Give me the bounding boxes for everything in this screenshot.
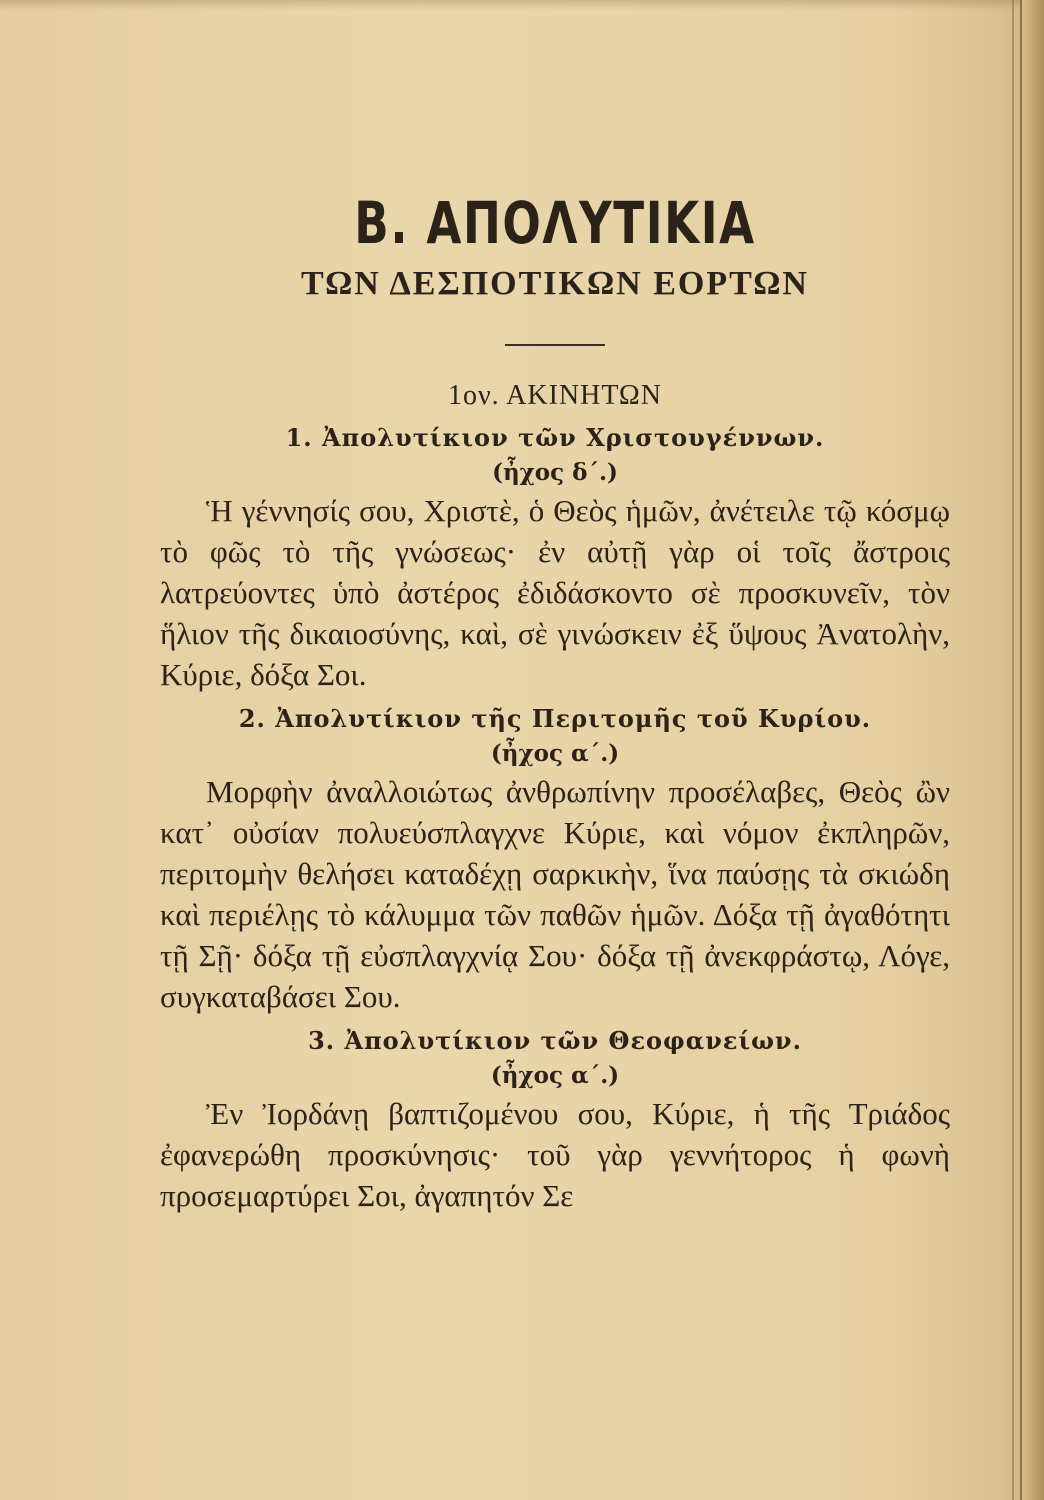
hymn-text: Ἡ γέννησίς σου, Χριστὲ, ὁ Θεὸς ἡμῶν, ἀνέτειλε τῷ κόσμῳ τὸ φῶς τὸ τῆς γνώσεως· ἐν αὐτῇ γὰρ οἱ τοῖς ἄστροις λατρεύοντες ὑπὸ ἀστέρος ἐδιδάσκοντο σὲ προσκυνεῖν, τὸν ἥλιον τῆς δικαιοσύνης, καὶ, σὲ γινώσκειν ἐξ ὕψους Ἀνατολὴν, Κύριε, δόξα Σοι. xyxy=(160,493,950,692)
page-subtitle: ΤΩΝ ΔΕΣΠΟΤΙΚΩΝ ΕΟΡΤΩΝ xyxy=(301,265,809,302)
hymn-theophany xyxy=(160,1023,950,1216)
hymn-tone: (ἦχος α΄.) xyxy=(490,1062,620,1089)
hymn-tone: (ἦχος δ΄.) xyxy=(492,459,618,486)
page-top-shadow xyxy=(0,0,1044,10)
section-heading: 1ον. ΑΚΙΝΗΤΩΝ xyxy=(448,380,662,411)
book-binding-edge xyxy=(1020,0,1044,1500)
hymn-title: 3. Ἀπολυτίκιον τῶν Θεοφανείων. xyxy=(308,1026,802,1055)
hymn-text: Μορφὴν ἀναλλοιώτως ἀνθρωπίνην προσέλαβες, Θεὸς ὢν κατ᾿ οὐσίαν πολυεύσπλαγχνε Κύριε, καὶ νόμον ἐκπληρῶν, περιτομὴν θελήσει καταδέχῃ σαρκικὴν, ἵνα παύσῃς τὰ σκιώδη καὶ περιέλῃς τὸ κάλυμμα τῶν παθῶν ἡμῶν. Δόξα τῇ ἀγαθότητι τῇ Σῇ· δόξα τῇ εὐσπλαγχνίᾳ Σου· δόξα τῇ ἀνεκφράστῳ, Λόγε, συγκαταβάσει Σου. xyxy=(160,774,950,1014)
binding-line xyxy=(1012,0,1014,1500)
hymn-title: 1. Ἀπολυτίκιον τῶν Χριστουγέννων. xyxy=(285,423,825,452)
hymn-christmas xyxy=(160,420,950,695)
divider-rule xyxy=(505,344,605,346)
hymn-tone: (ἦχος α΄.) xyxy=(490,740,620,767)
page-content xyxy=(160,190,950,1222)
page-title: Β. ΑΠΟΛΥΤΙΚΙΑ xyxy=(354,189,756,257)
hymn-circumcision xyxy=(160,701,950,1017)
hymn-text: Ἐν Ἰορδάνῃ βαπτιζομένου σου, Κύριε, ἡ τῆς Τριάδος ἐφανερώθη προσκύνησις· τοῦ γὰρ γεννήτορος ἡ φωνὴ προσεμαρτύρει Σοι, ἀγαπητόν Σε xyxy=(160,1096,950,1213)
hymn-title: 2. Ἀπολυτίκιον τῆς Περιτομῆς τοῦ Κυρίου. xyxy=(238,704,872,733)
